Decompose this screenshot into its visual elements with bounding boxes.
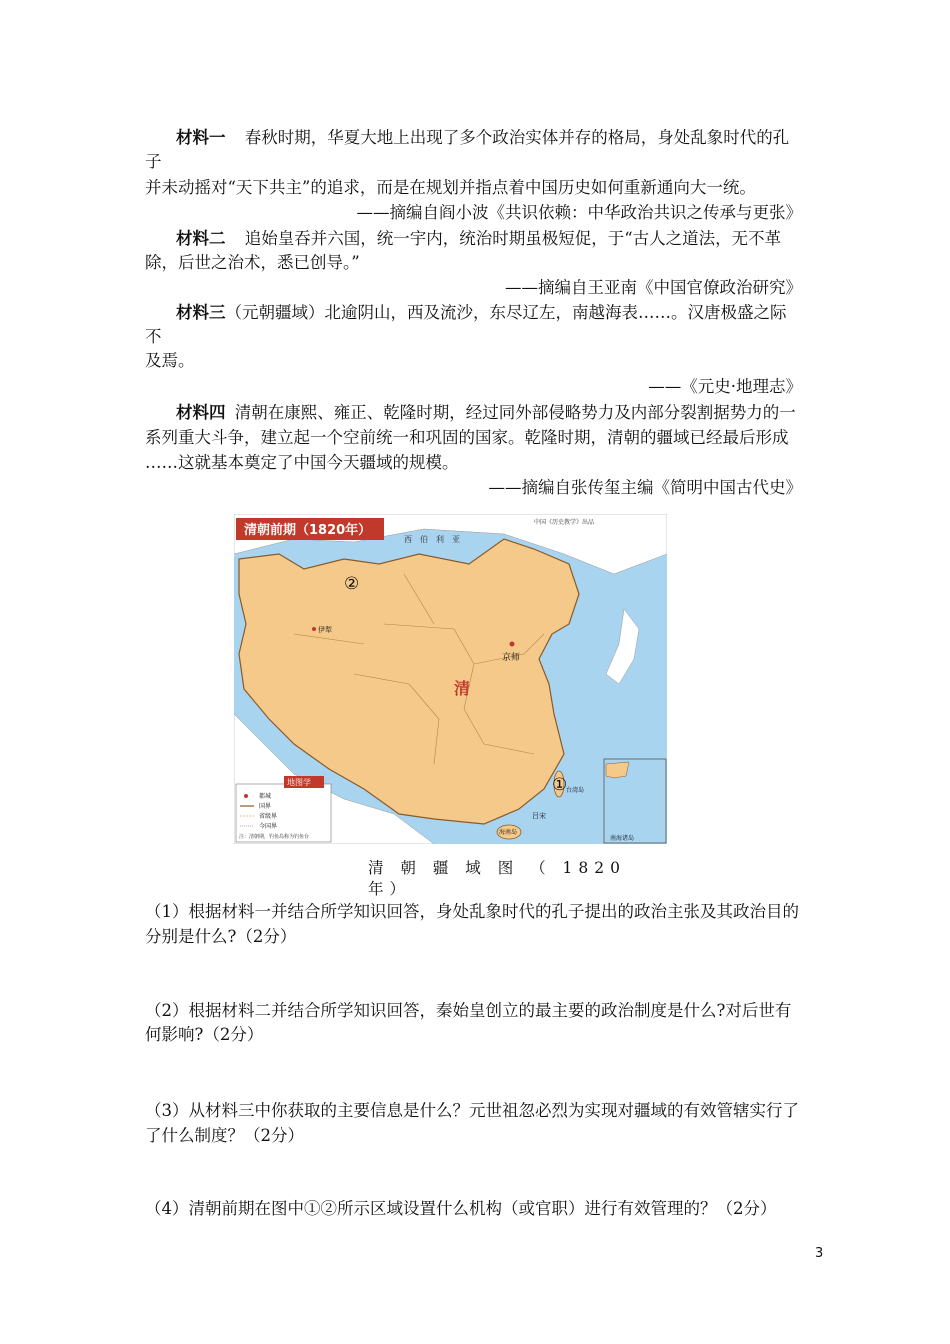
map-legend-note: 注：清朝期，钓鱼岛称为钓鱼台 [239, 834, 310, 840]
map-title: 清朝前期（1820年） [244, 523, 372, 538]
question-2-line-1: （2）根据材料二并结合所学知识回答，秦始皇创立的最主要的政治制度是什么?对后世有 [145, 1001, 792, 1020]
material-2-source: ——摘编自王亚南《中国官僚政治研究》 [505, 278, 802, 297]
question-3-line-1: （3）从材料三中你获取的主要信息是什么？元世祖忽必烈为实现对疆域的有效管辖实行了 [145, 1101, 799, 1120]
question-3-line-2: 了什么制度？（2分） [145, 1126, 304, 1145]
material-4-source: ——摘编自张传玺主编《简明中国古代史》 [488, 478, 802, 497]
map-publisher: 中国《历史教学》出品 [534, 519, 595, 526]
material-1-label: 材料一 [176, 128, 226, 147]
map-inset-land [606, 762, 629, 778]
material-2-label: 材料二 [176, 229, 226, 248]
map-capital-dot [510, 642, 515, 647]
material-3-source: ——《元史·地理志》 [648, 377, 802, 396]
material-2-text: 追始皇吞并六国，统一宇内，统治时期虽极短促，于“古人之道法，无不革 [244, 229, 782, 248]
question-4-line-1: （4）清朝前期在图中①②所示区域设置什么机构（或官职）进行有效管理的？（2分） [145, 1199, 777, 1218]
material-2-line-1 [176, 228, 781, 250]
material-1-line-2: 并未动摇对“天下共主”的追求，而是在规划并指点着中国历史如何重新通向大一统。 [145, 178, 756, 197]
map-label-taiwan: 台湾岛 [566, 787, 585, 794]
question-1-line-1: （1）根据材料一并结合所学知识回答，身处乱象时代的孔子提出的政治主张及其政治目的 [145, 902, 799, 921]
map-caption-line-1: 清 朝 疆 域 图 （ 1820 [368, 859, 627, 877]
material-1-line-1b: 子 [145, 152, 162, 171]
map-label-capital: 京师 [502, 653, 521, 663]
map-caption-line-2: 年） [368, 880, 412, 898]
material-4-label: 材料四 [176, 403, 226, 422]
map-legend-item-0: 都城 [259, 793, 272, 800]
map-yili-dot [312, 627, 316, 631]
material-2-line-2: 除，后世之治术，悉已创导。” [145, 253, 360, 272]
map-label-luzon: 吕宋 [532, 812, 546, 820]
map-legend-title: 地图学 [287, 778, 311, 787]
map-label-nanhai: 南海诸岛 [610, 835, 635, 842]
map-legend-item-1: 国界 [259, 803, 272, 810]
map-label-siberia: 西 伯 利 亚 [404, 535, 460, 544]
material-3-line-1b: 不 [145, 327, 162, 346]
question-2-line-2: 何影响?（2分） [145, 1025, 264, 1044]
map-label-qing: 清 [454, 679, 471, 698]
material-4-line-1 [176, 402, 796, 424]
map-marker-2: ② [344, 574, 360, 594]
page-number: 3 [815, 1246, 824, 1261]
material-3-line-1 [176, 302, 787, 324]
material-3-label: 材料三 [176, 303, 226, 322]
material-1-line-1 [176, 127, 789, 149]
map-label-hainan: 海南岛 [499, 829, 518, 836]
map-legend-symbol-0 [244, 794, 248, 798]
material-4-line-2: 系列重大斗争，建立起一个空前统一和巩固的国家。乾隆时期，清朝的疆域已经最后形成 [145, 428, 789, 447]
map-legend-item-3: 今国界 [259, 823, 278, 830]
material-4-line-3: ……这就基本奠定了中国今天疆域的规模。 [145, 453, 459, 472]
material-3-text: （元朝疆域）北逾阴山，西及流沙，东尽辽左，南越海表……。汉唐极盛之际 [225, 303, 787, 322]
map-marker-1: ① [552, 775, 568, 795]
map-legend-item-2: 省级界 [259, 813, 278, 820]
material-1-text: 春秋时期，华夏大地上出现了多个政治实体并存的格局，身处乱象时代的孔 [244, 128, 790, 147]
material-1-source: ——摘编自阎小波《共识依赖：中华政治共识之传承与更张》 [356, 203, 802, 222]
material-3-line-2: 及焉。 [145, 351, 195, 370]
question-1-line-2: 分别是什么?（2分） [145, 927, 297, 946]
map-label-yili: 伊犁 [318, 626, 332, 634]
qing-territory-map [234, 514, 667, 844]
material-4-text: 清朝在康熙、雍正、乾隆时期，经过同外部侵略势力及内部分裂割据势力的一 [234, 403, 796, 422]
